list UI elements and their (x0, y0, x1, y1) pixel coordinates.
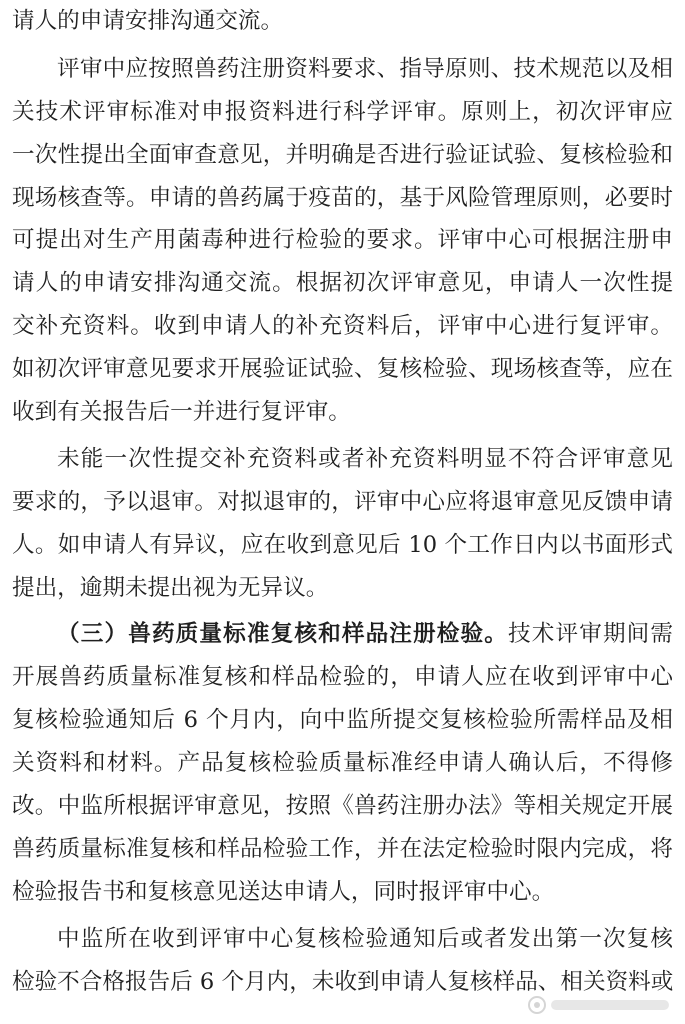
text-line-6: 可提出对生产用菌毒种进行检验的要求。评审中心可根据注册申 (12, 227, 673, 253)
text-line-16: 开展兽药质量标准复核和样品检验的，申请人应在收到评审中心 (12, 664, 673, 690)
text-line-7: 请人的申请安排沟通交流。根据初次评审意见，申请人一次性提 (12, 270, 673, 296)
text-line-9: 如初次评审意见要求开展验证试验、复核检验、现场核查等，应在 (12, 356, 673, 382)
text-line-8: 交补充资料。收到申请人的补充资料后，评审中心进行复评审。 (12, 313, 673, 339)
text-line-18: 关资料和材料。产品复核检验质量标准经申请人确认后，不得修 (12, 750, 673, 776)
text-line-4: 一次性提出全面审查意见，并明确是否进行验证试验、复核检验和 (12, 142, 673, 168)
text-line-13: 人。如申请人有异议，应在收到意见后 10 个工作日内以书面形式 (12, 532, 673, 558)
text-line-14: 提出，逾期未提出视为无异议。 (12, 575, 329, 601)
text-line-1: 请人的申请安排沟通交流。 (12, 8, 284, 34)
text-line-10: 收到有关报告后一并进行复评审。 (12, 399, 351, 425)
text-line-22: 中监所在收到评审中心复核检验通知后或者发出第一次复核 (57, 926, 673, 952)
text-line-20: 兽药质量标准复核和样品检验工作，并在法定检验时限内完成，将 (12, 836, 673, 862)
text-line-21: 检验报告书和复核意见送达申请人，同时报评审中心。 (12, 879, 555, 905)
section-heading-line (0, 614, 685, 655)
section-heading-continuation: 技术评审期间需 (508, 621, 674, 647)
text-line-2: 评审中应按照兽药注册资料要求、指导原则、技术规范以及相 (57, 56, 673, 82)
section-heading: （三）兽药质量标准复核和样品注册检验。 (57, 621, 508, 647)
text-line-3: 关技术评审标准对申报资料进行科学评审。原则上，初次评审应 (12, 99, 673, 125)
text-line-17: 复核检验通知后 6 个月内，向中监所提交复核检验所需样品及相 (12, 707, 673, 733)
text-line-12: 要求的，予以退审。对拟退审的，评审中心应将退审意见反馈申请 (12, 489, 673, 515)
watermark-logo-icon (525, 992, 675, 1018)
text-line-11: 未能一次性提交补充资料或者补充资料明显不符合评审意见 (57, 446, 673, 472)
text-line-5: 现场核查等。申请的兽药属于疫苗的，基于风险管理原则，必要时 (12, 185, 673, 211)
text-line-23: 检验不合格报告后 6 个月内，未收到申请人复核样品、相关资料或 (12, 969, 674, 995)
text-line-19: 改。中监所根据评审意见，按照《兽药注册办法》等相关规定开展 (12, 793, 673, 819)
